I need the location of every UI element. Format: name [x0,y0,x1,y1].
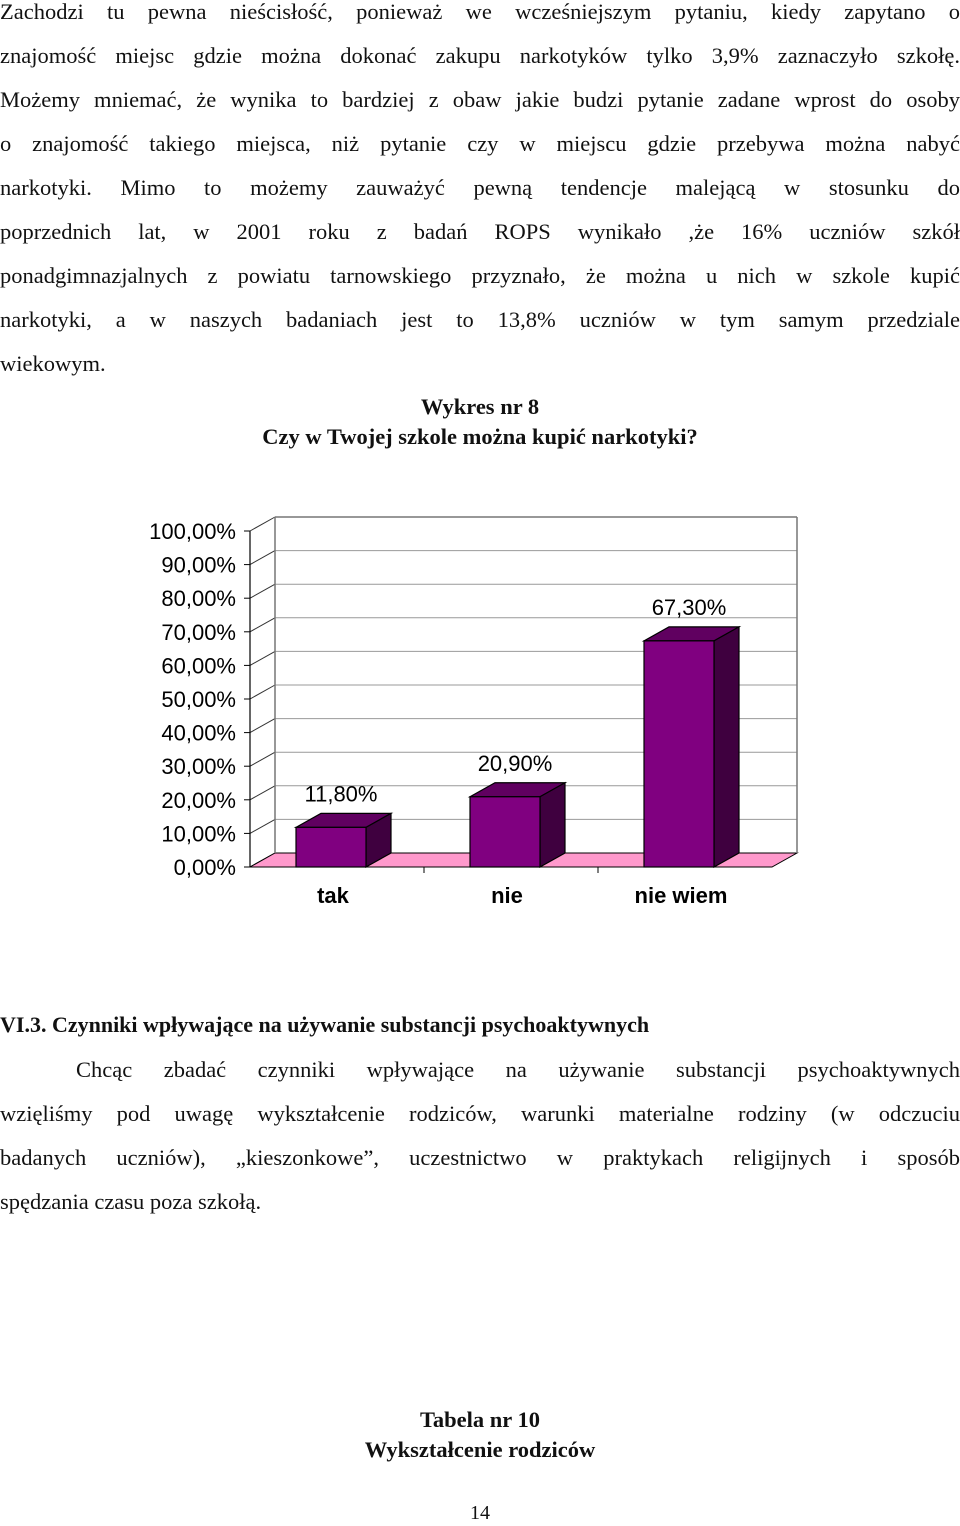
data-label: 67,30% [651,594,727,620]
y-tick-label: 10,00% [161,821,236,847]
chart-question: Czy w Twojej szkole można kupić narkotyki? [262,424,698,449]
side-gridline [250,786,275,800]
paragraph-line: ponadgimnazjalnych z powiatu tarnowskiego przyznało, że można u nich w szkole kupić [0,263,960,288]
paragraph-line: spędzania czasu poza szkołą. [0,1189,262,1214]
bar-front [644,641,714,867]
x-tick-label: tak [317,883,349,908]
y-tick-label: 40,00% [161,720,236,746]
paragraph-line: znajomość miejsc gdzie można dokonać zakupu narkotyków tylko 3,9% zaznaczyło szkołę. [0,43,960,68]
paragraph-line: Zachodzi tu pewna nieścisłość, ponieważ we wcześniejszym pytaniu, kiedy zapytano o [0,0,960,24]
side-gridline [250,719,275,733]
side-gridline [250,517,275,531]
paragraph-line: o znajomość takiego miejsca, niż pytanie czy w miejscu gdzie przebywa można nabyć [0,131,960,156]
chart-number: Wykres nr 8 [420,394,540,419]
chart-title [0,392,960,452]
side-gridline [250,584,275,598]
y-tick-label: 100,00% [149,519,236,544]
bar-side [714,627,739,867]
paragraph-line: narkotyki, a w naszych badaniach jest to 13,8% uczniów w tym samym przedziale [0,307,960,332]
bar-front [470,797,540,867]
data-label: 11,80% [304,781,378,807]
side-gridline [250,551,275,565]
side-gridline [250,752,275,766]
chart-bars [296,627,739,867]
side-gridline [250,618,275,632]
paragraph-line: wiekowym. [0,351,106,376]
y-tick-label: 80,00% [161,586,236,612]
data-label: 20,90% [477,750,553,776]
table-title [0,1405,960,1465]
table-caption: Wykształcenie rodziców [364,1437,596,1462]
y-tick-label: 0,00% [173,855,236,880]
side-gridline [250,685,275,699]
paragraph-factors [0,1048,960,1224]
paragraph-intro [0,0,960,386]
bar-front [296,827,366,867]
bar [296,813,391,867]
paragraph-line: narkotyki. Mimo to możemy zauważyć pewną tendencje malejącą w stosunku do [0,175,960,200]
y-tick-label: 60,00% [161,653,236,679]
y-tick-label: 90,00% [161,552,236,578]
paragraph-line: wzięliśmy pod uwagę wykształcenie rodziców, warunki materialne rodziny (w odczuciu [0,1101,960,1126]
paragraph-line: Chcąc zbadać czynniki wpływające na używanie substancji psychoaktywnych [76,1057,960,1082]
x-tick-label: nie [491,883,523,908]
section-heading: VI.3. Czynniki wpływające na używanie substancji psychoaktywnych [0,1012,650,1037]
y-tick-label: 20,00% [161,787,236,813]
y-tick-label: 50,00% [161,687,236,712]
bar [644,627,739,867]
side-gridline [250,651,275,665]
paragraph-line: Możemy mniemać, że wynika to bardziej z obaw jakie budzi pytanie zadane wprost do osoby [0,87,960,112]
page-number: 14 [470,1502,490,1524]
table-number: Tabela nr 10 [419,1407,541,1432]
side-gridline [250,819,275,833]
y-tick-label: 70,00% [161,619,236,645]
x-tick-label: nie wiem [634,883,728,908]
bar-side [540,783,565,867]
bar [470,783,565,867]
y-axis-ticks [149,519,236,880]
paragraph-line: poprzednich lat, w 2001 roku z badań ROPS wynikało ,że 16% uczniów szkół [0,219,960,244]
y-tick-label: 30,00% [161,754,236,780]
bar-chart [0,480,960,940]
paragraph-line: badanych uczniów), „kieszonkowe”, uczestnictwo w praktykach religijnych i sposób [0,1145,960,1170]
